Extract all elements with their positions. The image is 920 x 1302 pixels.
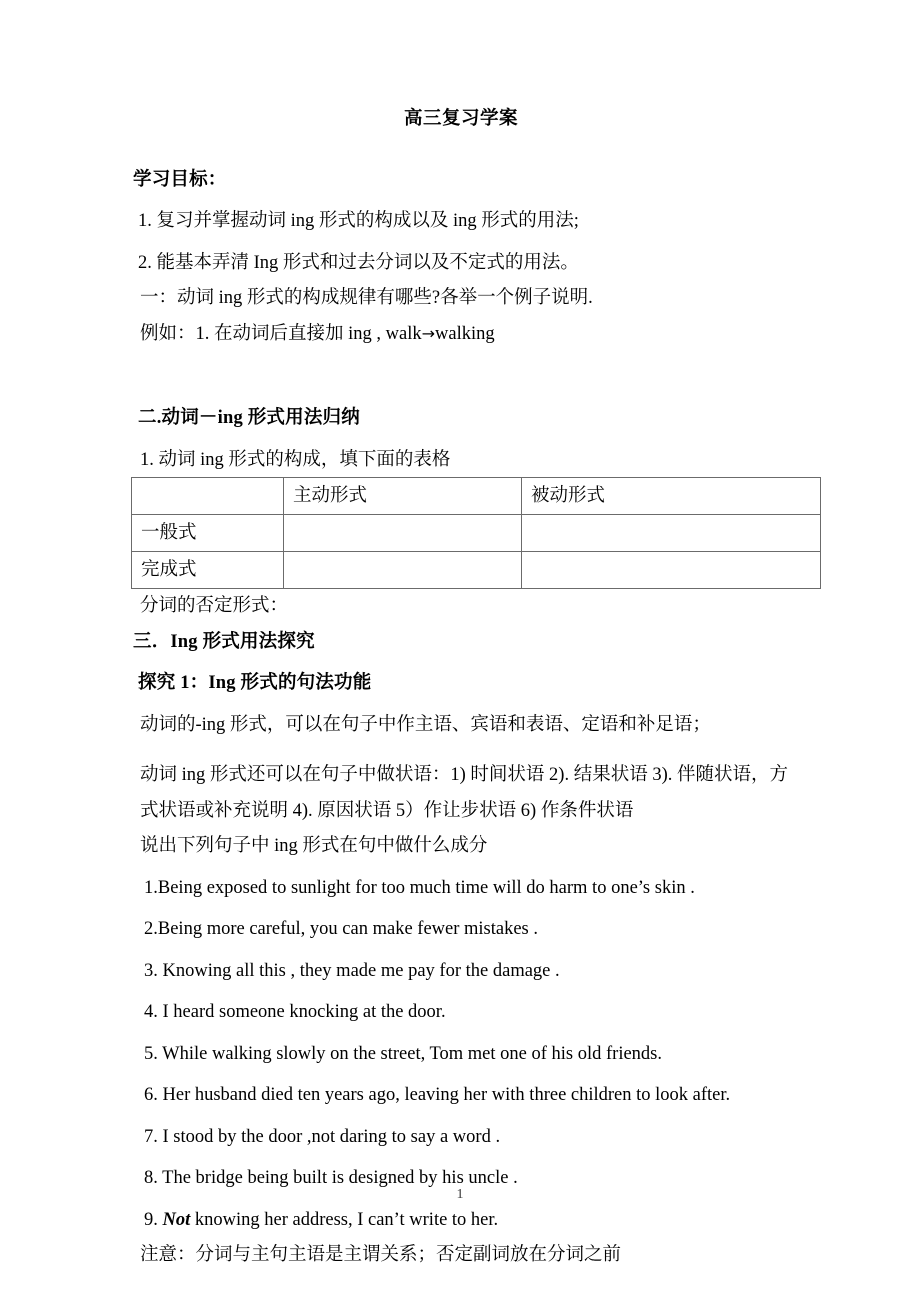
exercise-sentence-8: 8. The bridge being built is designed by his uncle . (144, 1168, 518, 1189)
exercise-sentence-1: 1.Being exposed to sunlight for too much time will do harm to one’s skin . (144, 877, 695, 898)
objective-item-1: 1. 复习并掌握动词 ing 形式的构成以及 ing 形式的用法; (138, 211, 579, 231)
exercise-sentence-2: 2.Being more careful, you can make fewer mistakes . (144, 919, 539, 940)
exercise-sentence-7: 7. I stood by the door ,not daring to say a word . (144, 1126, 501, 1147)
table-header-passive: 被动形式 (522, 478, 821, 515)
table-header-row (132, 478, 821, 515)
section-one-prompt: 一：动词 ing 形式的构成规律有哪些?各举一个例子说明. (140, 288, 593, 308)
section-three-heading: 三．Ing 形式用法探究 (133, 631, 315, 652)
cell-perfect-passive[interactable] (522, 552, 821, 589)
cell-simple-active[interactable] (284, 515, 522, 552)
section-two-instruction: 1. 动词 ing 形式的构成，填下面的表格 (140, 449, 451, 470)
arrow-icon: → (421, 323, 436, 343)
document-body (131, 108, 791, 1265)
final-note: 注意：分词与主句主语是主谓关系；否定副词放在分词之前 (140, 1245, 622, 1266)
section-one-example (140, 325, 791, 344)
table-row (132, 515, 821, 552)
exercise-sentence-3: 3. Knowing all this , they made me pay for the damage . (144, 960, 560, 981)
table-corner-cell (132, 478, 284, 515)
table-row (132, 552, 821, 589)
exercise-sentence-4: 4. I heard someone knocking at the door. (144, 1002, 446, 1023)
example-prefix: 例如：1. 在动词后直接加 ing , walk (140, 323, 422, 344)
objective-item-2: 2. 能基本弄清 Ing 形式和过去分词以及不定式的用法。 (138, 252, 579, 273)
learning-objectives-heading: 学习目标： (133, 169, 227, 190)
document-title: 高三复习学案 (403, 109, 518, 129)
example-suffix: walking (435, 323, 495, 344)
row-label-perfect: 完成式 (132, 552, 284, 589)
table-header-active: 主动形式 (284, 478, 522, 515)
row-label-simple: 一般式 (132, 515, 284, 552)
cell-simple-passive[interactable] (522, 515, 821, 552)
section-two-heading: 二.动词－ing 形式用法归纳 (138, 408, 360, 428)
sentence-9-number: 9. (144, 1209, 163, 1230)
exercise-sentence-6: 6. Her husband died ten years ago, leaving her with three children to look after. (144, 1085, 731, 1106)
cell-perfect-active[interactable] (284, 552, 522, 589)
sentence-9-emphasis: Not (162, 1209, 191, 1230)
section-three-subheading: 探究 1：Ing 形式的句法功能 (138, 673, 372, 693)
negative-form-note: 分词的否定形式： (140, 596, 289, 616)
page-number: 1 (456, 1187, 464, 1202)
exercise-sentence-5: 5. While walking slowly on the street, Tom met one of his old friends. (144, 1043, 662, 1064)
syntax-function-paragraph: 动词的-ing 形式，可以在句子中作主语、宾语和表语、定语和补足语； (140, 714, 711, 735)
exercise-sentence-9 (144, 1211, 791, 1230)
exercise-prompt: 说出下列句子中 ing 形式在句中做什么成分 (140, 836, 488, 857)
adverbial-usage-paragraph: 动词 ing 形式还可以在句子中做状语：1) 时间状语 2). 结果状语 3). 伴随状语，方式状语或补充说明 4). 原因状语 5）作让步状语 6) 作条件状语 (140, 765, 788, 822)
ing-form-table (131, 477, 821, 589)
sentence-9-rest: knowing her address, I can’t write to her. (190, 1209, 499, 1230)
